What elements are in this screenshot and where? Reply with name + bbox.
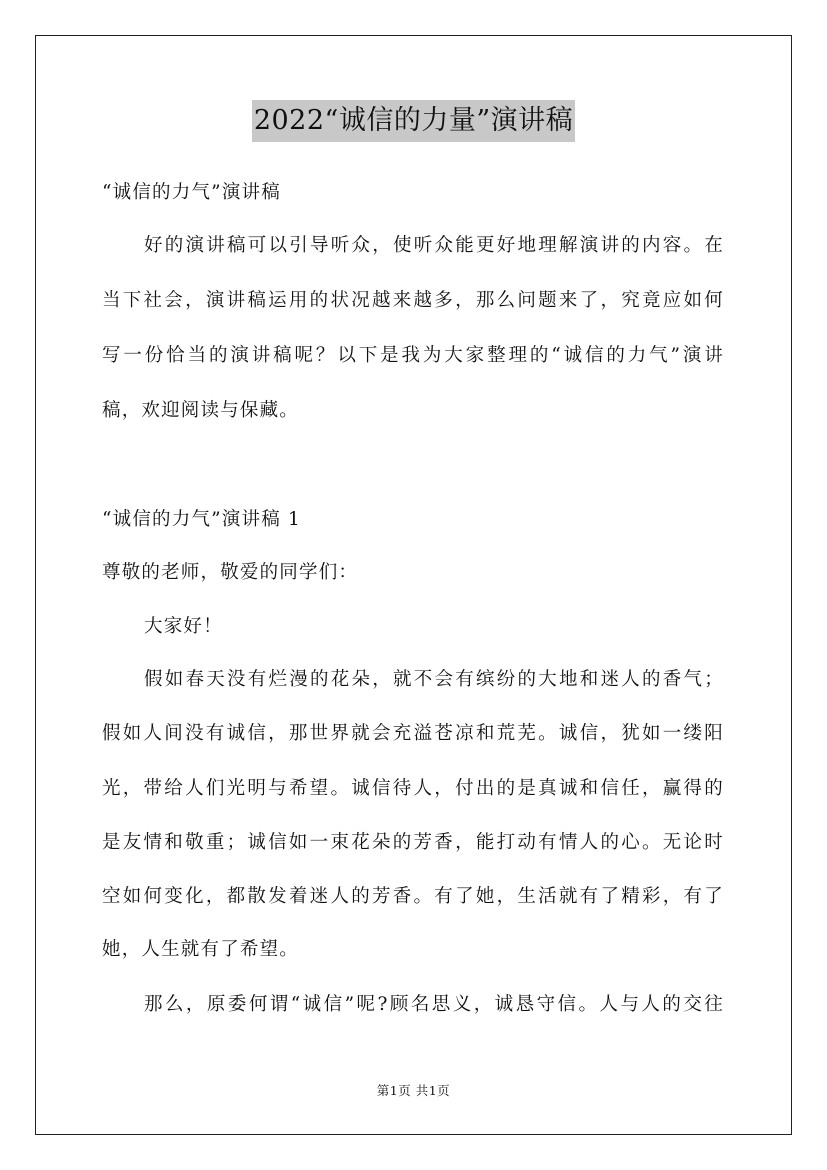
body-line-6: 她，人生就有了希望。 [102,939,300,960]
subtitle: “诚信的力气”演讲稿 [102,182,281,203]
body-line-5: 空如何变化，都散发着迷人的芳香。有了她，生活就有了精彩，有了 [102,886,724,907]
intro-line-4: 稿，欢迎阅读与保藏。 [102,400,300,421]
body-line-2: 假如人间没有诚信，那世界就会充溢苍凉和荒芜。诚信，犹如一缕阳 [102,723,724,744]
body-line-4: 是友情和敬重；诚信如一束花朵的芳香，能打动有情人的心。无论时 [102,832,724,853]
body-line-1: 假如春天没有烂漫的花朵，就不会有缤纷的大地和迷人的香气； [144,669,724,690]
body-line-3: 光，带给人们光明与希望。诚信待人，付出的是真诚和信任，赢得的 [102,778,724,799]
intro-line-2: 当下社会，演讲稿运用的状况越来越多，那么问题来了，究竟应如何 [102,290,724,311]
salutation: 尊敬的老师，敬爱的同学们： [102,562,359,583]
title-container [0,100,827,142]
page-footer: 第1页 共1页 [376,1083,451,1098]
intro-line-3: 写一份恰当的演讲稿呢？以下是我为大家整理的“诚信的力气”演讲 [102,345,724,366]
body-line-7: 那么，原委何谓“诚信”呢?顾名思义，诚恳守信。人与人的交往 [144,994,724,1015]
intro-line-1: 好的演讲稿可以引导听众，使听众能更好地理解演讲的内容。在 [144,235,724,256]
document-title: 2022“诚信的力量”演讲稿 [252,100,575,142]
section-heading: “诚信的力气”演讲稿 1 [102,509,301,530]
greeting: 大家好！ [144,616,223,637]
